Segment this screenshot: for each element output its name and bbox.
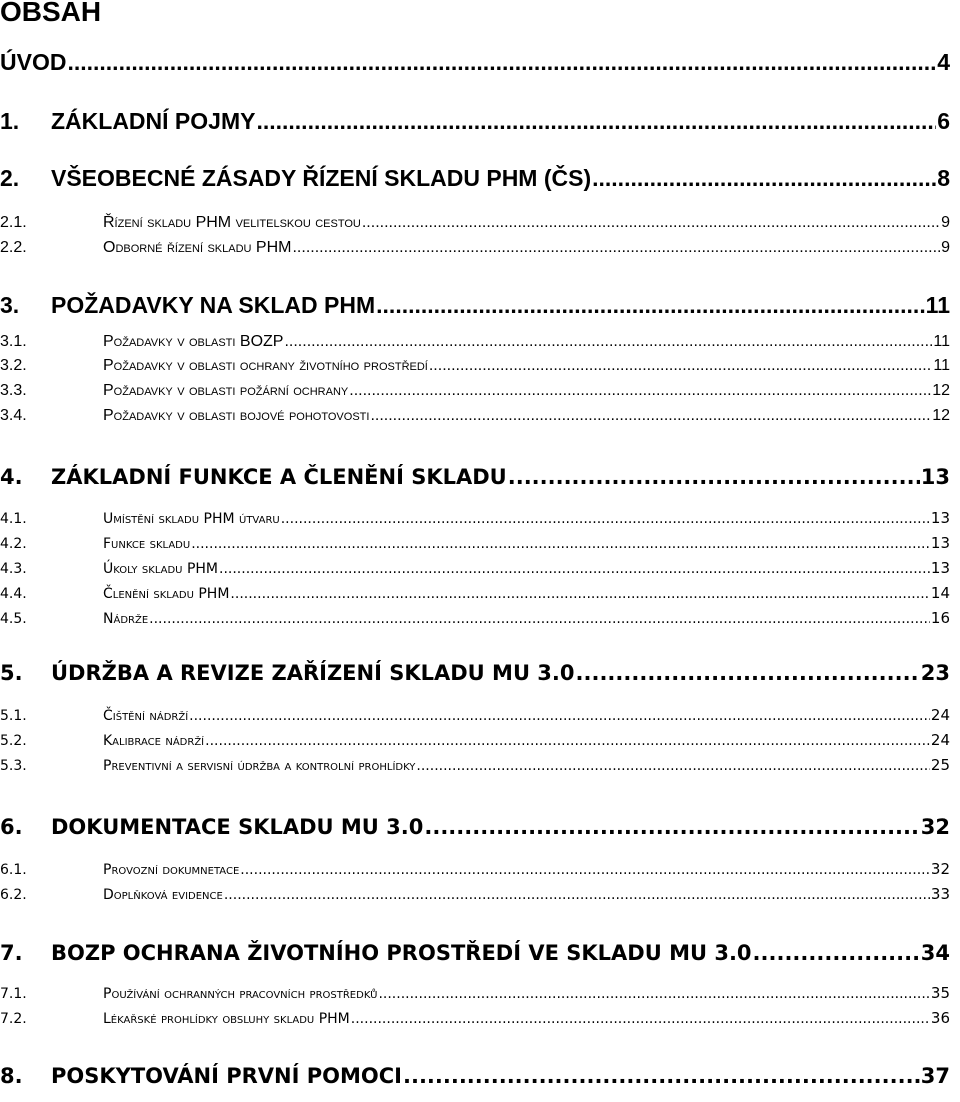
toc-entry-title: Kalibrace nádrží: [103, 733, 205, 749]
toc-section-entry[interactable]: [0, 332, 950, 352]
toc-page-number: 6: [937, 108, 950, 134]
toc-dot-leader: [424, 812, 919, 842]
toc-page-number: 13: [930, 534, 950, 552]
toc-dot-leader: [189, 706, 930, 726]
toc-page-number: 12: [932, 382, 950, 399]
toc-entry-title: Provozní dokumnetace: [103, 862, 240, 878]
toc-chapter-entry[interactable]: [0, 658, 950, 688]
toc-dot-leader: [376, 290, 925, 320]
toc-section-entry[interactable]: [0, 755, 950, 775]
toc-page-number: 13: [930, 559, 950, 577]
toc-entry-number: 2.: [0, 165, 20, 191]
toc-entry-title: ÚVOD: [0, 49, 67, 75]
toc-dot-leader: [416, 756, 930, 776]
toc-dot-leader: [149, 609, 930, 629]
toc-dot-leader: [508, 462, 920, 492]
toc-page-number: 24: [930, 706, 950, 724]
toc-page-number: 36: [930, 1009, 950, 1027]
toc-section-entry[interactable]: [0, 983, 950, 1003]
toc-dot-leader: [284, 332, 932, 352]
toc-chapter-entry[interactable]: [0, 47, 950, 77]
toc-entry-title: Preventivní a servisní údržba a kontrolní prohlídky: [103, 758, 416, 774]
toc-entry-number: 4.5.: [0, 611, 27, 627]
toc-page-number: 11: [933, 333, 950, 350]
toc-entry-number: 4.4.: [0, 586, 27, 602]
toc-chapter-entry[interactable]: [0, 938, 950, 968]
toc-dot-leader: [205, 731, 930, 751]
toc-entry-number: 4.1.: [0, 511, 27, 527]
toc-entry-title: ÚDRŽBA A REVIZE ZAŘÍZENÍ SKLADU MU 3.0: [51, 661, 575, 685]
toc-entry-number: 3.3.: [0, 382, 27, 399]
toc-entry-title: ZÁKLADNÍ POJMY: [51, 108, 256, 134]
toc-entry-title: POSKYTOVÁNÍ PRVNÍ POMOCI: [51, 1064, 402, 1088]
toc-entry-title: Řízení skladu PHM velitelskou cestou: [103, 214, 361, 231]
toc-entry-number: 3.1.: [0, 333, 27, 350]
toc-section-entry[interactable]: [0, 238, 950, 258]
toc-entry-title: Nádrže: [103, 611, 149, 627]
toc-section-entry[interactable]: [0, 608, 950, 628]
toc-section-entry[interactable]: [0, 884, 950, 904]
toc-section-entry[interactable]: [0, 859, 950, 879]
toc-entry-number: 6.: [0, 815, 23, 839]
toc-entry-title: BOZP OCHRANA ŽIVOTNÍHO PROSTŘEDÍ VE SKLADU MU 3.0: [51, 941, 752, 965]
toc-dot-leader: [240, 860, 930, 880]
toc-dot-leader: [191, 534, 930, 554]
toc-page-number: 32: [930, 860, 950, 878]
toc-entry-number: 7.2.: [0, 1011, 27, 1027]
page-title: OBSAH: [0, 0, 102, 27]
toc-dot-leader: [281, 509, 930, 529]
toc-entry-title: Úkoly skladu PHM: [103, 561, 218, 577]
toc-page-number: 14: [930, 584, 950, 602]
toc-page-number: 13: [920, 465, 950, 489]
toc-page-number: 34: [920, 941, 950, 965]
toc-page-number: 16: [930, 609, 950, 627]
toc-section-entry[interactable]: [0, 213, 950, 233]
toc-page-number: 24: [930, 731, 950, 749]
toc-section-entry[interactable]: [0, 406, 950, 426]
toc-entry-number: 7.: [0, 941, 23, 965]
toc-entry-number: 4.: [0, 465, 23, 489]
toc-dot-leader: [362, 213, 940, 233]
toc-entry-title: Odborné řízení skladu PHM: [103, 239, 292, 256]
toc-entry-title: Používání ochranných pracovních prostředků: [103, 986, 378, 1002]
toc-page-number: 11: [925, 292, 950, 318]
toc-entry-number: 4.3.: [0, 561, 27, 577]
toc-dot-leader: [753, 938, 920, 968]
toc-page-number: 23: [920, 661, 950, 685]
toc-dot-leader: [576, 658, 920, 688]
toc-section-entry[interactable]: [0, 533, 950, 553]
toc-entry-title: Čištění nádrží: [103, 708, 189, 724]
toc-entry-title: Požadavky v oblasti ochrany životního prostředí: [103, 357, 428, 374]
toc-dot-leader: [292, 238, 940, 258]
toc-entry-title: Členění skladu PHM: [103, 586, 230, 602]
toc-dot-leader: [67, 47, 936, 77]
toc-chapter-entry[interactable]: [0, 462, 950, 492]
toc-entry-number: 5.1.: [0, 708, 27, 724]
toc-page-number: 33: [930, 885, 950, 903]
toc-entry-title: Požadavky v oblasti požární ochrany: [103, 382, 349, 399]
toc-dot-leader: [256, 106, 936, 136]
toc-page-number: 37: [920, 1064, 950, 1088]
toc-dot-leader: [349, 381, 931, 401]
toc-entry-number: 4.2.: [0, 536, 27, 552]
toc-chapter-entry[interactable]: [0, 163, 950, 193]
toc-entry-title: Doplňková evidence: [103, 887, 223, 903]
toc-page-number: 35: [930, 984, 950, 1002]
toc-dot-leader: [592, 163, 936, 193]
toc-section-entry[interactable]: [0, 381, 950, 401]
toc-page-number: 9: [941, 239, 950, 256]
toc-entry-title: Požadavky v oblasti bojové pohotovosti: [103, 407, 370, 424]
toc-dot-leader: [224, 885, 930, 905]
toc-dot-leader: [429, 356, 933, 376]
toc-entry-number: 2.1.: [0, 214, 27, 231]
toc-entry-number: 2.2.: [0, 239, 27, 256]
toc-page-number: 4: [937, 49, 950, 75]
toc-entry-title: Umístění skladu PHM útvaru: [103, 511, 280, 527]
toc-section-entry[interactable]: [0, 705, 950, 725]
toc-entry-number: 5.3.: [0, 758, 27, 774]
toc-entry-number: 5.: [0, 661, 23, 685]
toc-page-number: 13: [930, 509, 950, 527]
toc-entry-title: Funkce skladu: [103, 536, 191, 552]
toc-chapter-entry[interactable]: [0, 812, 950, 842]
toc-dot-leader: [378, 984, 929, 1004]
toc-entry-title: POŽADAVKY NA SKLAD PHM: [51, 292, 376, 318]
toc-dot-leader: [403, 1061, 920, 1091]
toc-entry-number: 6.1.: [0, 862, 27, 878]
toc-entry-number: 3.4.: [0, 407, 27, 424]
toc-dot-leader: [370, 406, 931, 426]
toc-chapter-entry[interactable]: [0, 290, 950, 320]
toc-section-entry[interactable]: [0, 1008, 950, 1028]
toc-entry-number: 3.: [0, 292, 20, 318]
toc-chapter-entry[interactable]: [0, 106, 950, 136]
toc-entry-title: DOKUMENTACE SKLADU MU 3.0: [51, 815, 424, 839]
toc-page-number: 11: [933, 357, 950, 374]
toc-section-entry[interactable]: [0, 558, 950, 578]
toc-entry-number: 3.2.: [0, 357, 27, 374]
toc-section-entry[interactable]: [0, 356, 950, 376]
toc-page-number: 25: [930, 756, 950, 774]
toc-dot-leader: [219, 559, 930, 579]
toc-entry-title: ZÁKLADNÍ FUNKCE A ČLENĚNÍ SKLADU: [51, 465, 507, 489]
toc-entry-title: Požadavky v oblasti BOZP: [103, 333, 284, 350]
toc-chapter-entry[interactable]: [0, 1061, 950, 1091]
toc-section-entry[interactable]: [0, 730, 950, 750]
toc-entry-number: 6.2.: [0, 887, 27, 903]
toc-section-entry[interactable]: [0, 508, 950, 528]
toc-page-number: 8: [937, 165, 950, 191]
toc-dot-leader: [351, 1009, 930, 1029]
toc-page-number: 12: [932, 407, 950, 424]
toc-page-number: 32: [920, 815, 950, 839]
toc-entry-number: 5.2.: [0, 733, 27, 749]
toc-page-number: 9: [941, 214, 950, 231]
toc-entry-title: Lékařské prohlídky obsluhy skladu PHM: [103, 1011, 350, 1027]
toc-entry-number: 8.: [0, 1064, 23, 1088]
toc-dot-leader: [230, 584, 929, 604]
toc-entry-number: 1.: [0, 108, 20, 134]
toc-section-entry[interactable]: [0, 583, 950, 603]
toc-entry-number: 7.1.: [0, 986, 27, 1002]
toc-entry-title: VŠEOBECNÉ ZÁSADY ŘÍZENÍ SKLADU PHM (ČS): [51, 165, 592, 191]
